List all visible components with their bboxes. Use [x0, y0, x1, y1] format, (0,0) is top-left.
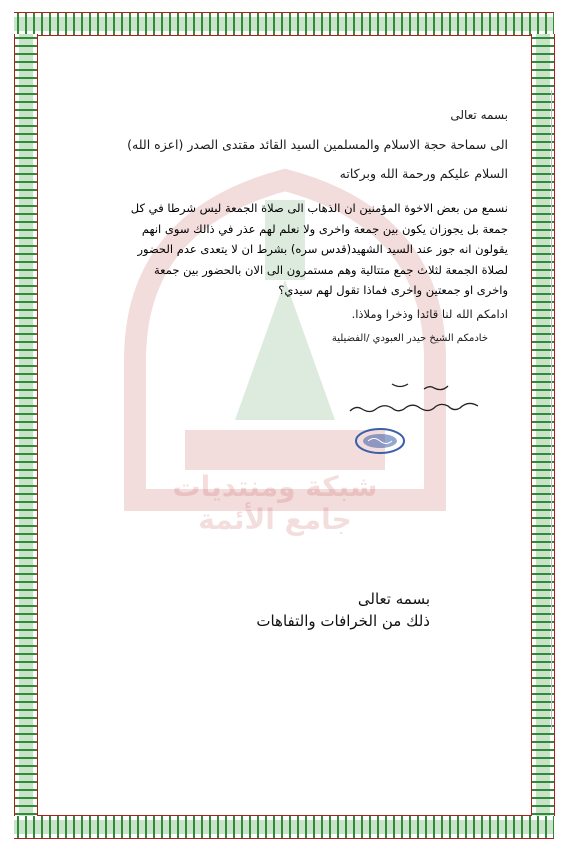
page-edge-line [551, 90, 552, 730]
seal-stamp [354, 427, 406, 455]
letter-question-paragraph [56, 198, 508, 301]
handwritten-reply [328, 378, 488, 418]
letter-basmala: بسمه تعالى [450, 108, 508, 122]
typed-reply-basmala: بسمه تعالى [357, 590, 430, 608]
letter-greeting: السلام عليكم ورحمة الله وبركاته [339, 166, 508, 181]
watermark-text: شبكة ومنتديات جامع الأئمة [172, 470, 378, 536]
decorative-border-bottom [14, 815, 554, 839]
paragraph-line: يقولون انه جوز عند السيد الشهيد(قدس سره) بشرط ان لا يتعدى عدم الحضور [137, 242, 508, 256]
typed-reply-answer: ذلك من الخرافات والتفاهات [256, 612, 430, 630]
typed-reply [250, 588, 430, 632]
letter-address: الى سماحة حجة الاسلام والمسلمين السيد القائد مقتدى الصدر (اعزه الله) [127, 137, 508, 152]
decorative-border-left [14, 34, 38, 816]
letter-signature: خادمكم الشيخ حيدر العبودي /الفضيلية [331, 333, 488, 344]
decorative-border-top [14, 12, 554, 36]
paragraph-line: جمعة بل يجوزان يكون بين جمعة واخرى ولا نعلم لهم عذر في ذالك سوى انهم [141, 221, 508, 236]
paragraph-line: لصلاة الجمعة لثلاث جمع متتالية وهم مستمرون الى الان بالحضور بين جمعة [154, 262, 508, 277]
letter-closing-prayer: ادامكم الله لنا قائدا وذخرا وملاذا. [351, 307, 508, 321]
paragraph-line: واخرى او جمعتين واخرى فماذا تقول لهم سيدي؟ [278, 283, 508, 297]
paragraph-line: نسمع من بعض الاخوة المؤمنين ان الذهاب الى صلاة الجمعة ليس شرطا في كل [130, 201, 508, 215]
